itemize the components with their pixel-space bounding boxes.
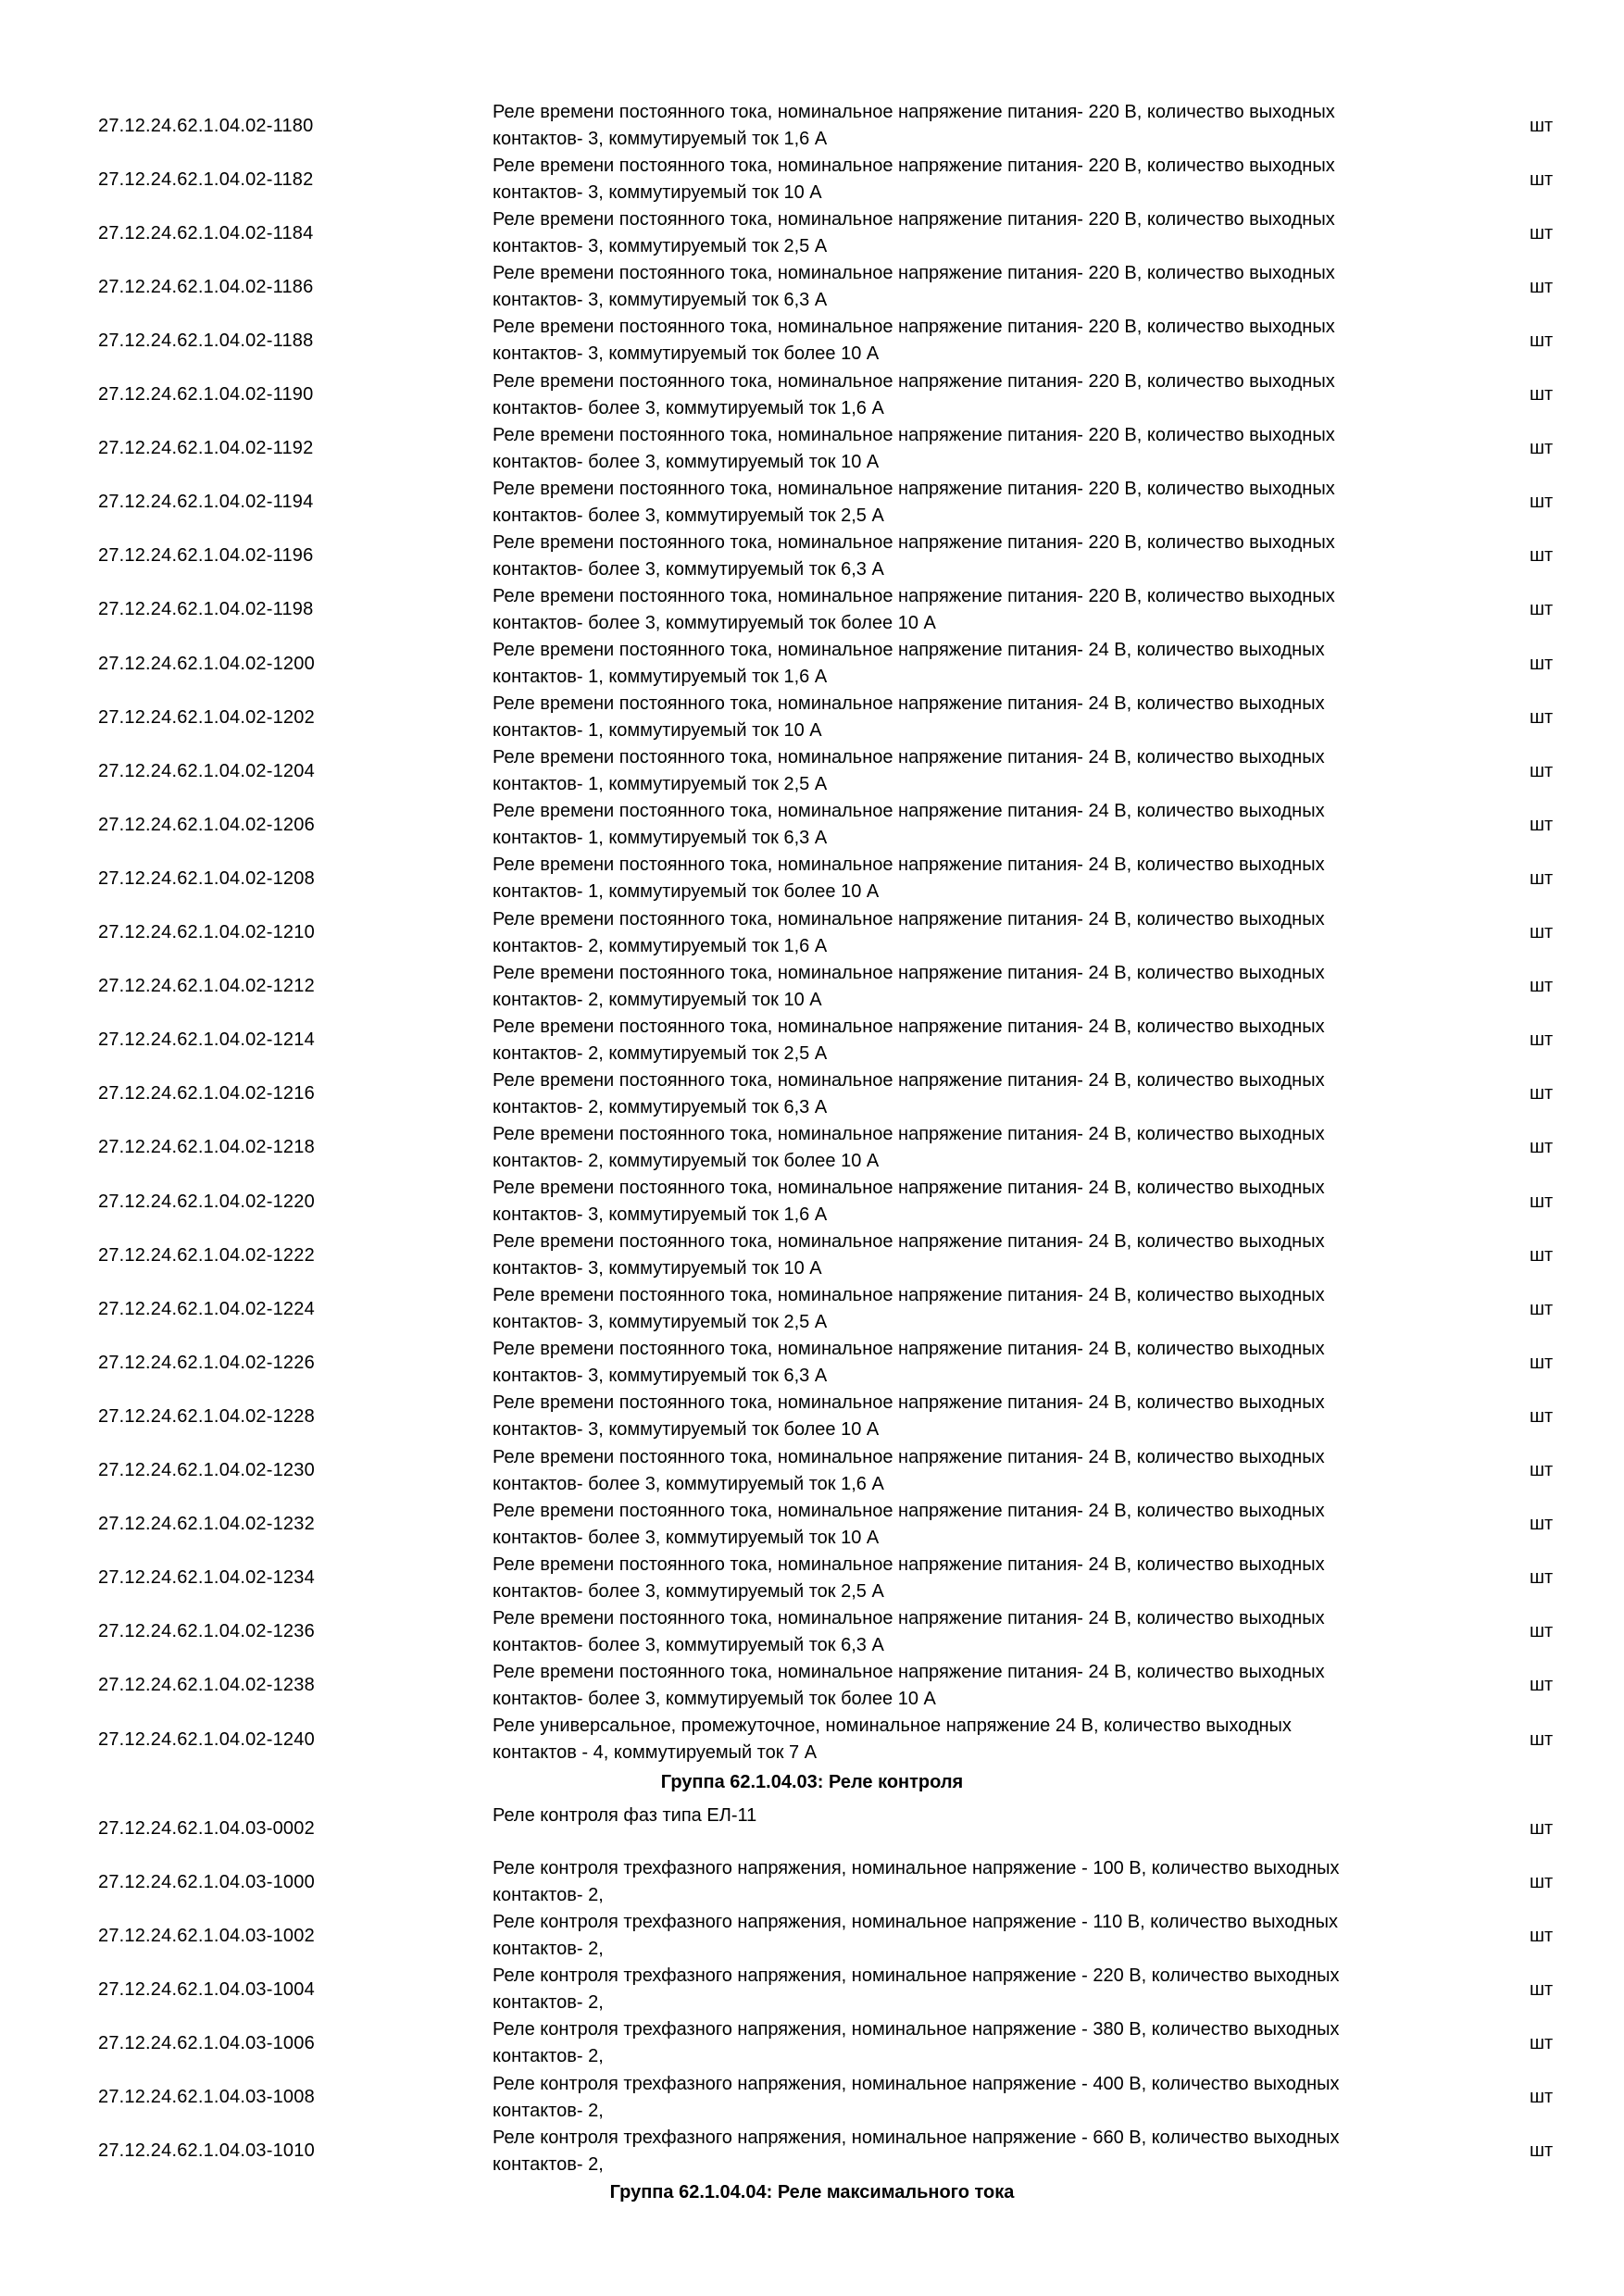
description-line-2: контактов- 2, [493,2153,604,2175]
description-line-1: Реле контроля трехфазного напряжения, номинальное напряжение - 110 В, количество выходных [493,1912,1339,1933]
description-line-2: контактов- более 3, коммутируемый ток 6,3 А [493,1634,884,1655]
description-line-1: Реле времени постоянного тока, номинальное напряжение питания- 220 В, количество выходных [493,102,1335,122]
description-line-1: Реле времени постоянного тока, номинальное напряжение питания- 24 В, количество выходных [493,1392,1325,1414]
description-line-2: контактов- более 3, коммутируемый ток 10 А [493,451,880,472]
description-line-1: Реле времени постоянного тока, номинальное напряжение питания- 220 В, количество выходных [493,209,1335,231]
description-line-1: Реле времени постоянного тока, номинальное напряжение питания- 24 В, количество выходных [493,1069,1325,1091]
description-line-1: Реле времени постоянного тока, номинальное напряжение питания- 24 В, количество выходных [493,1607,1325,1628]
table-row [0,1909,1624,1963]
table-row [0,1963,1624,2016]
table-row [0,744,1624,798]
description-line-1: Реле времени постоянного тока, номинальное напряжение питания- 24 В, количество выходных [493,640,1325,660]
row-code: 27.12.24.62.1.04.02-1200 [98,653,315,674]
description-line-2: контактов- 2, [493,2100,604,2121]
row-unit: шт [1530,384,1554,405]
row-code: 27.12.24.62.1.04.03-1008 [98,2087,315,2107]
row-unit: шт [1530,1978,1554,2000]
description-line-2: контактов- более 3, коммутируемый ток 1,6 А [493,1473,884,1494]
row-description [493,1802,1437,1855]
row-code: 27.12.24.62.1.04.02-1210 [98,922,315,942]
row-unit: шт [1530,1514,1554,1535]
description-line-1: Реле контроля трехфазного напряжения, номинальное напряжение - 220 В, количество выходных [493,1965,1340,1987]
row-unit: шт [1530,1621,1554,1642]
table-row [0,1498,1624,1552]
row-description [493,583,1437,637]
description-line-2: контактов- 3, коммутируемый ток более 10 А [493,1419,880,1441]
description-line-1: Реле времени постоянного тока, номинальное напряжение питания- 220 В, количество выходных [493,317,1335,338]
table-row [0,1444,1624,1498]
table-row [0,906,1624,960]
row-unit: шт [1530,438,1554,459]
row-unit: шт [1530,222,1554,243]
row-code: 27.12.24.62.1.04.02-1240 [98,1728,315,1750]
table-row [0,99,1624,153]
table-row [0,1121,1624,1175]
row-code: 27.12.24.62.1.04.02-1206 [98,814,315,835]
description-line-1: Реле времени постоянного тока, номинальное напряжение питания- 24 В, количество выходных [493,1231,1325,1253]
row-code: 27.12.24.62.1.04.03-1002 [98,1925,315,1946]
description-line-1: Реле времени постоянного тока, номинальное напряжение питания- 24 В, количество выходных [493,1016,1325,1037]
row-description [493,852,1437,905]
description-line-1: Реле времени постоянного тока, номинальное напряжение питания- 24 В, количество выходных [493,693,1325,715]
description-line-1: Реле времени постоянного тока, номинальное напряжение питания- 24 В, количество выходных [493,1285,1325,1306]
row-unit: шт [1530,1567,1554,1589]
group-heading-04: Группа 62.1.04.04: Реле максимального тока [609,2182,1015,2202]
row-description [493,1175,1437,1229]
table-row [0,2125,1624,2178]
row-unit: шт [1530,599,1554,620]
row-unit: шт [1530,976,1554,997]
row-code: 27.12.24.62.1.04.02-1218 [98,1137,315,1158]
row-description [493,368,1437,422]
row-unit: шт [1530,867,1554,889]
row-unit: шт [1530,1137,1554,1158]
row-description [493,2125,1437,2178]
table-row [0,637,1624,691]
row-description [493,1909,1437,1963]
row-code: 27.12.24.62.1.04.02-1234 [98,1567,315,1589]
row-code: 27.12.24.62.1.04.02-1238 [98,1675,315,1696]
row-code: 27.12.24.62.1.04.02-1182 [98,168,314,190]
description-line-2: контактов - 4, коммутируемый ток 7 А [493,1742,818,1763]
table-row [0,422,1624,476]
row-unit: шт [1530,115,1554,136]
table-row [0,476,1624,530]
row-description [493,798,1437,852]
row-unit: шт [1530,276,1554,297]
table-row [0,153,1624,206]
description-line-1: Реле времени постоянного тока, номинальное напряжение питания- 24 В, количество выходных [493,1554,1325,1575]
table-row [0,2071,1624,2125]
description-line-1: Реле времени постоянного тока, номинальное напряжение питания- 220 В, количество выходных [493,424,1335,445]
table-row [0,2016,1624,2070]
description-line-2: контактов- 2, коммутируемый ток 2,5 А [493,1042,828,1064]
row-unit: шт [1530,1925,1554,1946]
row-unit: шт [1530,2140,1554,2162]
description-line-1: Реле времени постоянного тока, номинальное напряжение питания- 24 В, количество выходных [493,801,1325,822]
table-row [0,1067,1624,1121]
table-row [0,1713,1624,1766]
description-line-2: контактов- более 3, коммутируемый ток более 10 А [493,612,936,633]
row-description [493,206,1437,260]
row-code: 27.12.24.62.1.04.03-0002 [98,1817,315,1839]
row-description [493,744,1437,798]
row-unit: шт [1530,1675,1554,1696]
row-unit: шт [1530,2032,1554,2053]
row-description [493,530,1437,583]
description-line-1: Реле времени постоянного тока, номинальное напряжение питания- 24 В, количество выходных [493,962,1325,983]
row-code: 27.12.24.62.1.04.02-1198 [98,599,314,620]
description-line-2: контактов- 1, коммутируемый ток более 10 А [493,881,880,903]
description-line-1: Реле универсальное, промежуточное, номинальное напряжение 24 В, количество выходных [493,1716,1292,1736]
row-code: 27.12.24.62.1.04.02-1184 [98,222,314,243]
row-code: 27.12.24.62.1.04.02-1226 [98,1352,315,1373]
table-row [0,1802,1624,1855]
row-description [493,1713,1437,1766]
row-unit: шт [1530,492,1554,513]
row-code: 27.12.24.62.1.04.02-1186 [98,276,314,297]
description-line-2: контактов- 3, коммутируемый ток 1,6 А [493,1204,828,1225]
group-heading-03: Группа 62.1.04.03: Реле контроля [660,1772,964,1792]
description-line-2: контактов- 1, коммутируемый ток 1,6 А [493,667,828,687]
description-line-2: контактов- 2, [493,1885,604,1906]
table-row [0,1229,1624,1282]
row-code: 27.12.24.62.1.04.02-1190 [98,384,314,405]
table-row [0,1552,1624,1605]
row-code: 27.12.24.62.1.04.02-1236 [98,1621,315,1642]
description-line-1: Реле контроля трехфазного напряжения, номинальное напряжение - 400 В, количество выходных [493,2073,1340,2094]
table-row [0,798,1624,852]
description-line-2: контактов- 2, коммутируемый ток 1,6 А [493,935,828,956]
row-unit: шт [1530,545,1554,567]
row-code: 27.12.24.62.1.04.02-1228 [98,1405,315,1427]
description-line-1: Реле времени постоянного тока, номинальное напряжение питания- 24 В, количество выходных [493,1178,1325,1198]
row-description [493,2016,1437,2070]
description-line-1: Реле времени постоянного тока, номинальное напряжение питания- 24 В, количество выходных [493,1446,1325,1467]
row-description [493,1498,1437,1552]
table-row [0,1659,1624,1713]
row-description [493,99,1437,153]
row-description [493,1121,1437,1175]
row-code: 27.12.24.62.1.04.02-1192 [98,438,314,459]
description-line-2: контактов- более 3, коммутируемый ток 2,5 А [493,505,884,526]
row-unit: шт [1530,168,1554,190]
table-row [0,1175,1624,1229]
description-line-2: контактов- 2, коммутируемый ток более 10 А [493,1150,880,1171]
description-line-2: контактов- более 3, коммутируемый ток 10 А [493,1527,880,1548]
description-line-2: контактов- 3, коммутируемый ток 1,6 А [493,129,828,149]
row-unit: шт [1530,330,1554,351]
row-unit: шт [1530,706,1554,728]
description-line-1: Реле времени постоянного тока, номинальное напряжение питания- 220 В, количество выходных [493,531,1335,553]
row-description [493,1855,1437,1909]
description-line-2: контактов- 2, [493,1992,604,2014]
row-code: 27.12.24.62.1.04.02-1208 [98,867,315,889]
row-code: 27.12.24.62.1.04.02-1220 [98,1191,315,1212]
row-description [493,906,1437,960]
description-line-2: контактов- 3, коммутируемый ток более 10 А [493,343,880,365]
description-line-1: Реле контроля трехфазного напряжения, номинальное напряжение - 380 В, количество выходных [493,2019,1340,2040]
row-description [493,1336,1437,1390]
description-line-2: контактов- 3, коммутируемый ток 10 А [493,182,822,204]
description-line-2: контактов- 2, [493,2046,604,2067]
row-description [493,2071,1437,2125]
description-line-2: контактов- 3, коммутируемый ток 2,5 А [493,236,828,257]
row-description [493,314,1437,368]
row-unit: шт [1530,1405,1554,1427]
description-line-2: контактов- 1, коммутируемый ток 6,3 А [493,828,828,849]
row-code: 27.12.24.62.1.04.03-1006 [98,2032,315,2053]
description-line-2: контактов- более 3, коммутируемый ток более 10 А [493,1688,936,1709]
description-line-1: Реле контроля фаз типа ЕЛ-11 [493,1805,757,1826]
row-code: 27.12.24.62.1.04.02-1180 [98,115,314,136]
table-row [0,583,1624,637]
table-row [0,1855,1624,1909]
row-description [493,1229,1437,1282]
row-unit: шт [1530,1460,1554,1480]
row-code: 27.12.24.62.1.04.02-1212 [98,976,315,997]
description-line-2: контактов- 3, коммутируемый ток 2,5 А [493,1312,828,1333]
row-description [493,1390,1437,1443]
table-row [0,1390,1624,1443]
row-description [493,476,1437,530]
row-code: 27.12.24.62.1.04.02-1188 [98,330,314,351]
table-row [0,206,1624,260]
row-description [493,1552,1437,1605]
row-description [493,1067,1437,1121]
row-unit: шт [1530,814,1554,835]
description-line-2: контактов- 3, коммутируемый ток 6,3 А [493,290,828,311]
description-line-1: Реле времени постоянного тока, номинальное напряжение питания- 220 В, количество выходных [493,370,1335,392]
row-description [493,1605,1437,1659]
table-row [0,691,1624,744]
row-code: 27.12.24.62.1.04.02-1232 [98,1514,315,1535]
description-line-2: контактов- 1, коммутируемый ток 10 А [493,720,822,742]
description-line-2: контактов- более 3, коммутируемый ток 1,6 А [493,397,884,418]
table-row [0,260,1624,314]
row-unit: шт [1530,922,1554,942]
row-unit: шт [1530,1352,1554,1373]
row-unit: шт [1530,1298,1554,1319]
table-row [0,314,1624,368]
table-row [0,530,1624,583]
description-line-1: Реле времени постоянного тока, номинальное напряжение питания- 24 В, количество выходных [493,747,1325,768]
description-line-1: Реле времени постоянного тока, номинальное напряжение питания- 220 В, количество выходных [493,585,1335,606]
row-description [493,960,1437,1014]
row-unit: шт [1530,1083,1554,1104]
table-row [0,1336,1624,1390]
row-code: 27.12.24.62.1.04.02-1194 [98,492,314,513]
description-line-1: Реле времени постоянного тока, номинальное напряжение питания- 24 В, количество выходных [493,1500,1325,1521]
table-row [0,852,1624,905]
description-line-1: Реле времени постоянного тока, номинальное напряжение питания- 220 В, количество выходных [493,156,1335,177]
description-line-1: Реле контроля трехфазного напряжения, номинальное напряжение - 660 В, количество выходных [493,2127,1340,2148]
row-unit: шт [1530,2087,1554,2107]
table-row [0,960,1624,1014]
row-code: 27.12.24.62.1.04.02-1230 [98,1460,315,1480]
row-description [493,1659,1437,1713]
description-line-2: контактов- 2, [493,1939,604,1960]
description-line-2: контактов- 2, коммутируемый ток 10 А [493,989,822,1010]
row-description [493,153,1437,206]
description-line-1: Реле времени постоянного тока, номинальное напряжение питания- 220 В, количество выходных [493,478,1335,499]
row-code: 27.12.24.62.1.04.03-1010 [98,2140,315,2162]
row-unit: шт [1530,1244,1554,1266]
description-line-2: контактов- 2, коммутируемый ток 6,3 А [493,1096,828,1117]
row-description [493,1282,1437,1336]
row-unit: шт [1530,1029,1554,1051]
description-line-2: контактов- более 3, коммутируемый ток 6,3 А [493,558,884,580]
row-code: 27.12.24.62.1.04.03-1000 [98,1871,315,1892]
row-code: 27.12.24.62.1.04.02-1216 [98,1083,315,1104]
row-description [493,1014,1437,1067]
description-line-1: Реле времени постоянного тока, номинальное напряжение питания- 220 В, количество выходных [493,263,1335,284]
row-code: 27.12.24.62.1.04.02-1224 [98,1298,315,1319]
row-description [493,422,1437,476]
row-description [493,1963,1437,2016]
row-code: 27.12.24.62.1.04.02-1202 [98,706,315,728]
row-unit: шт [1530,760,1554,781]
description-line-1: Реле времени постоянного тока, номинальное напряжение питания- 24 В, количество выходных [493,855,1325,876]
description-line-1: Реле времени постоянного тока, номинальное напряжение питания- 24 В, количество выходных [493,1339,1325,1360]
row-code: 27.12.24.62.1.04.02-1222 [98,1244,315,1266]
row-unit: шт [1530,1728,1554,1750]
description-line-1: Реле контроля трехфазного напряжения, номинальное напряжение - 100 В, количество выходных [493,1858,1340,1879]
description-line-1: Реле времени постоянного тока, номинальное напряжение питания- 24 В, количество выходных [493,1123,1325,1144]
description-line-2: контактов- 1, коммутируемый ток 2,5 А [493,774,828,795]
table-row [0,1282,1624,1336]
row-unit: шт [1530,1191,1554,1212]
row-code: 27.12.24.62.1.04.02-1214 [98,1029,315,1051]
description-line-1: Реле времени постоянного тока, номинальное напряжение питания- 24 В, количество выходных [493,908,1325,930]
row-unit: шт [1530,653,1554,674]
row-code: 27.12.24.62.1.04.03-1004 [98,1978,315,2000]
row-code: 27.12.24.62.1.04.02-1204 [98,760,315,781]
row-unit: шт [1530,1871,1554,1892]
description-line-2: контактов- 3, коммутируемый ток 10 А [493,1258,822,1279]
description-line-2: контактов- более 3, коммутируемый ток 2,5 А [493,1580,884,1602]
table-row [0,368,1624,422]
row-unit: шт [1530,1817,1554,1839]
row-code: 27.12.24.62.1.04.02-1196 [98,545,314,567]
table-row [0,1014,1624,1067]
table-row [0,1605,1624,1659]
row-description [493,1444,1437,1498]
row-description [493,260,1437,314]
row-description [493,691,1437,744]
row-description [493,637,1437,691]
description-line-1: Реле времени постоянного тока, номинальное напряжение питания- 24 В, количество выходных [493,1661,1325,1682]
description-line-2: контактов- 3, коммутируемый ток 6,3 А [493,1366,828,1387]
